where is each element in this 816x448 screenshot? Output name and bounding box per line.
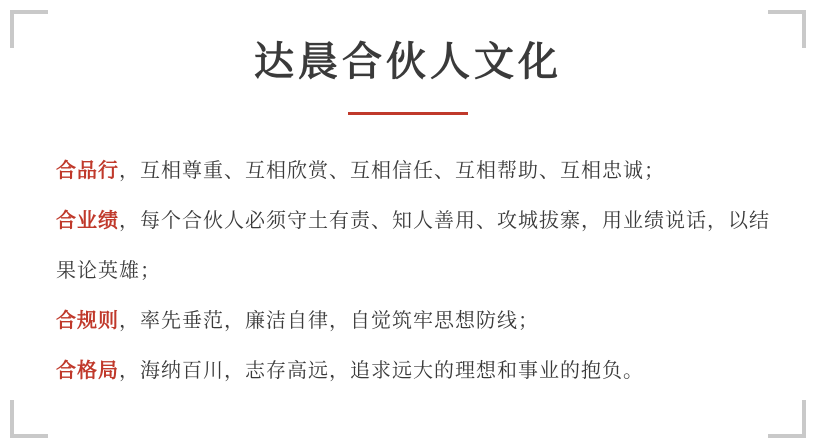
culture-item	[56, 296, 770, 346]
culture-item-text: ，每个合伙人必须守土有责、知人善用、攻城拔寨，用业绩说话，以结果论英雄；	[56, 210, 770, 282]
culture-item-lead: 合格局	[56, 360, 119, 382]
culture-item	[56, 346, 770, 396]
culture-item	[56, 146, 770, 196]
title-underline-rule	[348, 112, 468, 115]
corner-bracket-bottom-left	[10, 400, 48, 438]
corner-bracket-bottom-right	[768, 400, 806, 438]
culture-item-lead: 合品行	[56, 160, 119, 182]
culture-item-text: ，率先垂范，廉洁自律，自觉筑牢思想防线；	[119, 310, 539, 332]
culture-item-text: ，互相尊重、互相欣赏、互相信任、互相帮助、互相忠诚；	[119, 160, 665, 182]
culture-item-lead: 合业绩	[56, 210, 119, 232]
culture-item	[56, 196, 770, 296]
page-title: 达晨合伙人文化	[254, 40, 562, 84]
culture-item-text: ，海纳百川，志存高远，追求远大的理想和事业的抱负。	[119, 360, 644, 382]
culture-item-lead: 合规则	[56, 310, 119, 332]
culture-list	[56, 146, 770, 396]
